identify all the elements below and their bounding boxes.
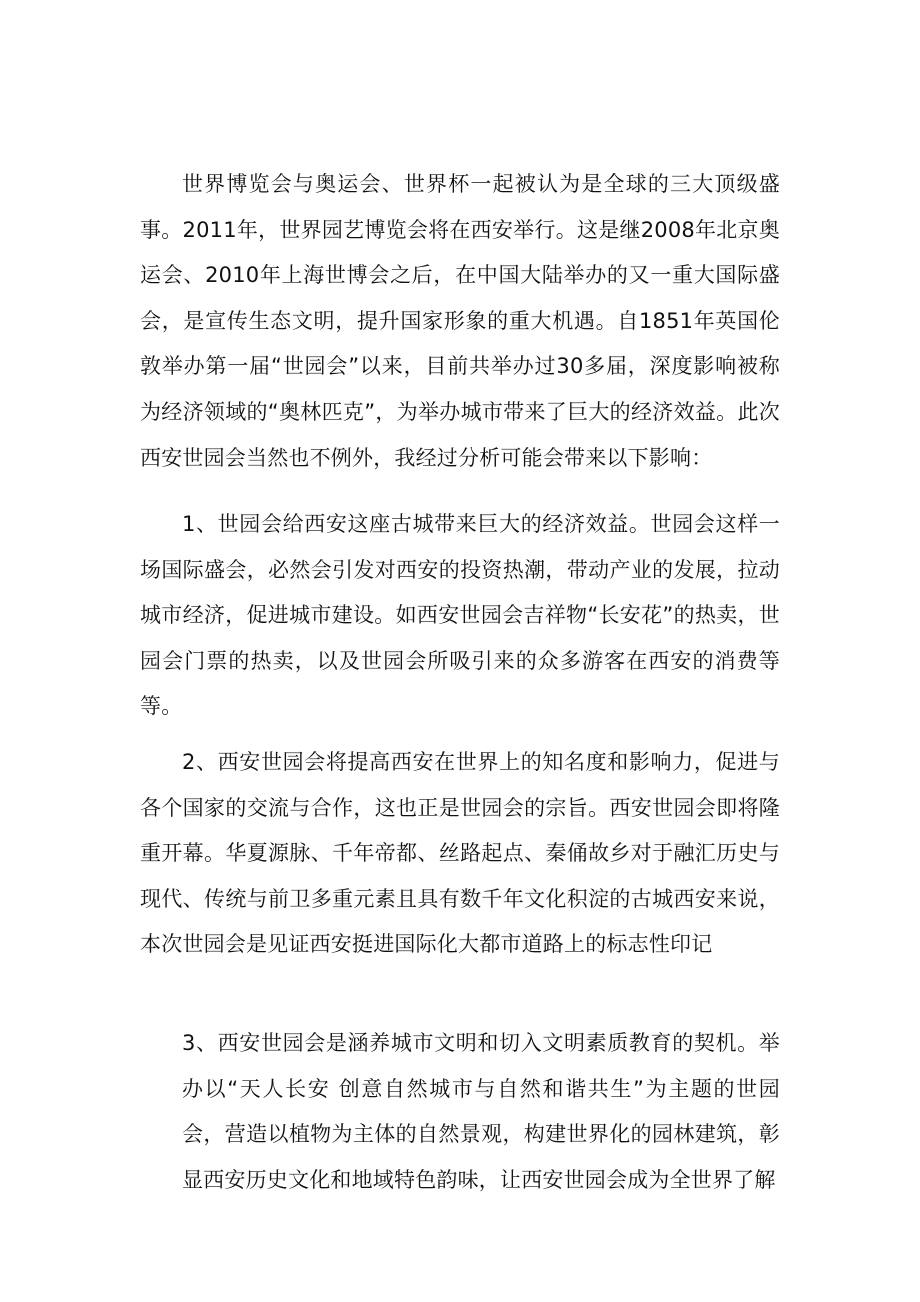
paragraph-intro: 世界博览会与奥运会、世界杯一起被认为是全球的三大顶级盛事。2011年，世界园艺博览会将在西安举行。这是继2008年北京奥运会、2010年上海世博会之后，在中国大陆举办的又一重大国际盛会，是宣传生态文明，提升国家形象的重大机遇。自1851年英国伦敦举办第一届“世园会”以来，目前共举办过30多届，深度影响被称为经济领域的“奥林匹克”，为举办城市带来了巨大的经济效益。此次西安世园会当然也不例外，我经过分析可能会带来以下影响： (140, 172, 780, 470)
paragraph-point-1: 1、世园会给西安这座古城带来巨大的经济效益。世园会这样一场国际盛会，必然会引发对西安的投资热潮，带动产业的发展，拉动城市经济，促进城市建设。如西安世园会吉祥物“长安花”的热卖，世园会门票的热卖，以及世园会所吸引来的众多游客在西安的消费等等。 (140, 512, 780, 719)
paragraph-point-2: 2、西安世园会将提高西安在世界上的知名度和影响力，促进与各个国家的交流与合作，这也正是世园会的宗旨。西安世园会即将隆重开幕。华夏源脉、千年帝都、丝路起点、秦俑故乡对于融汇历史与现代、传统与前卫多重元素且具有数千年文化积淀的古城西安来说，本次世园会是见证西安挺进国际化大都市道路上的标志性印记 (140, 750, 780, 957)
paragraph-point-3: 3、西安世园会是涵养城市文明和切入文明素质教育的契机。举办以“天人长安 创意自然城市与自然和谐共生”为主题的世园会，营造以植物为主体的自然景观，构建世界化的园林建筑，彰显西安历史文化和地域特色韵味，让西安世园会成为全世界了解 (182, 1031, 780, 1192)
